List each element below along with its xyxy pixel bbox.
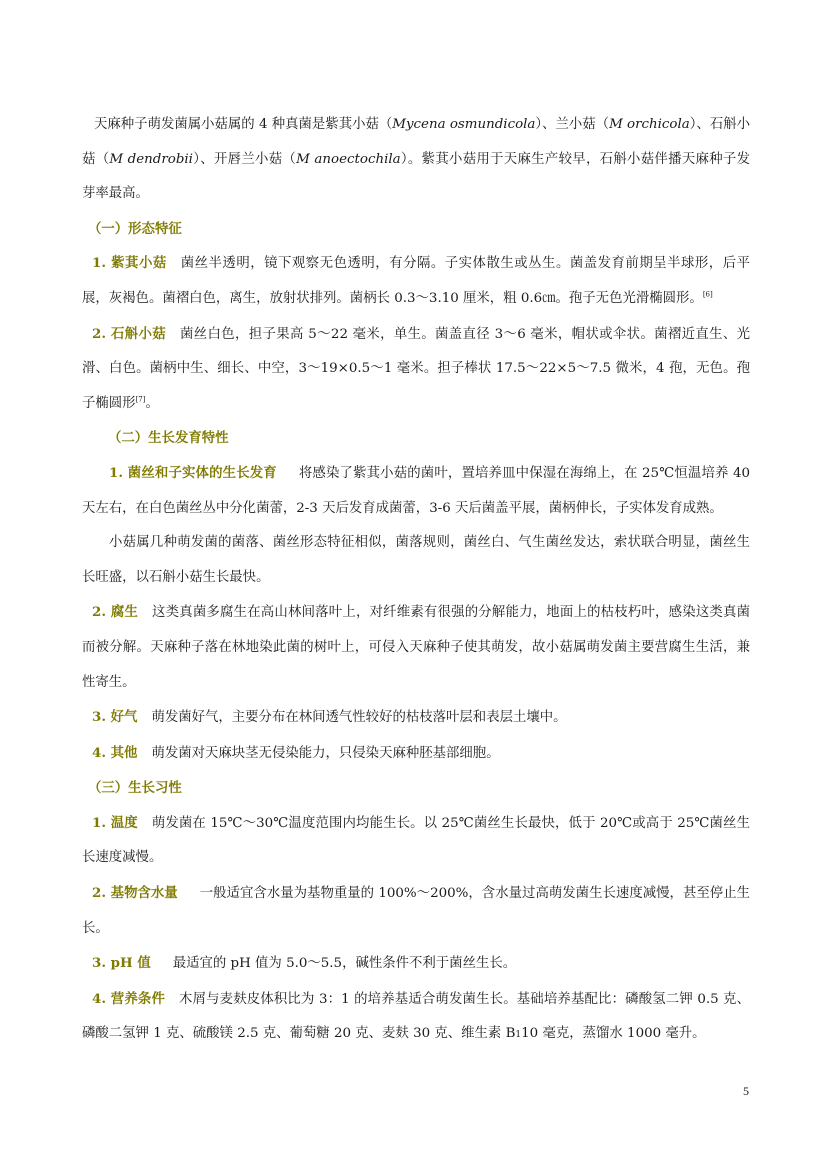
item-text: 萌发菌对天麻块茎无侵染能力，只侵染天麻种胚基部细胞。 <box>151 745 500 761</box>
species-name: M dendrobii <box>109 151 193 167</box>
species-name: Mycena osmundicola <box>392 117 536 132</box>
item-shihugu <box>82 317 750 422</box>
species-name: M orchicola <box>609 117 690 132</box>
subscript: 1 <box>515 1030 522 1041</box>
page-body <box>82 108 750 1053</box>
colony-paragraph: 小菇属几种萌发菌的菌落、菌丝形态特征相似，菌落规则，菌丝白、气生菌丝发达，索状联合明显，菌丝生长旺盛，以石斛小菇生长最快。 <box>82 535 750 585</box>
item-temperature <box>82 806 750 876</box>
item-text: 将感染了紫萁小菇的菌叶，置培养皿中保湿在海绵上，在 25℃恒温培养 40 天左右，在白色菌丝丛中分化菌蕾，2-3 天后发育成菌蕾，3-6 天后菌盖平展，菌柄伸长，子实体发育成熟。 <box>82 465 751 516</box>
item-text-end: 。 <box>145 395 159 411</box>
species-name: M anoectochila <box>296 151 401 167</box>
item-moisture <box>82 876 750 946</box>
item-label: 3. 好气 <box>92 709 138 726</box>
item-label: 3. pH 值 <box>92 955 151 972</box>
section-heading-habits: （三）生长习性 <box>88 780 182 797</box>
item-saprophytic <box>82 595 750 700</box>
item-label: 1. 温度 <box>92 814 138 831</box>
page-number: 5 <box>743 1084 749 1098</box>
item-ph <box>82 946 750 982</box>
item-label: 1. 紫萁小菇 <box>92 255 167 272</box>
item-text: 菌丝半透明，镜下观察无色透明，有分隔。子实体散生或丛生。菌盖发育前期呈半球形，后平展，灰褐色。菌褶白色，离生，放射状排列。菌柄长 0.3～3.10 厘米，粗 0.6㎝。孢子无色光滑椭圆形。 <box>82 256 750 306</box>
item-nutrition <box>82 982 750 1053</box>
item-aerobic <box>82 700 750 736</box>
item-label: 2. 石斛小菇 <box>92 325 166 342</box>
item-text: 木屑与麦麸皮体积比为 3：1 的培养基适合萌发菌生长。基础培养基配比：磷酸氢二钾 0.5 克、磷酸二氢钾 1 克、硫酸镁 2.5 克、葡萄糖 20 克、麦麸 30 克、维生素 B <box>82 991 750 1042</box>
item-label: 4. 其他 <box>92 744 138 761</box>
item-text: 萌发菌好气，主要分布在林间透气性较好的枯枝落叶层和表层土壤中。 <box>151 710 567 726</box>
intro-text: ）、石斛小菇（ <box>82 117 750 167</box>
item-text: 最适宜的 pH 值为 5.0～5.5，碱性条件不利于菌丝生长。 <box>172 956 517 972</box>
intro-paragraph <box>82 108 750 212</box>
item-text: 萌发菌在 15℃～30℃温度范围内均能生长。以 25℃菌丝生长最快，低于 20℃或高于 25℃菌丝生长速度减慢。 <box>82 815 750 866</box>
item-text: 这类真菌多腐生在高山林间落叶上，对纤维素有很强的分解能力，地面上的枯枝朽叶，感染这类真菌而被分解。天麻种子落在林地染此菌的树叶上，可侵入天麻种子使其萌发，故小菇属萌发菌主要营腐生生活，兼性寄生。 <box>82 605 750 690</box>
item-text: 菌丝白色，担子果高 5～22 毫米，单生。菌盖直径 3～6 毫米，帽状或伞状。菌褶近直生、光滑、白色。菌柄中生、细长、中空，3～19×0.5～1 毫米。担子棒状 17.5～22×5～7.5 微米，4 孢，无色。孢子椭圆形 <box>82 326 750 411</box>
intro-text: ）、兰小菇（ <box>535 117 610 132</box>
intro-text: ）。紫萁小菇用于天麻生产较早，石斛小菇伴播天麻种子发芽率最高。 <box>82 151 750 202</box>
intro-text: 天麻种子萌发菌属小菇属的 4 种真菌是紫萁小菇（ <box>94 117 393 132</box>
section-heading-growth: （二）生长发育特性 <box>108 430 229 447</box>
item-zijisgu <box>82 246 750 316</box>
reference-mark: [6] <box>702 290 713 299</box>
item-other <box>82 736 750 772</box>
item-label: 2. 基物含水量 <box>92 885 178 902</box>
item-text: 10 毫克，蒸馏水 1000 毫升。 <box>521 1026 706 1042</box>
item-label: 2. 腐生 <box>92 604 139 621</box>
section-heading-morphology: （一）形态特征 <box>88 220 182 237</box>
item-label: 4. 营养条件 <box>92 990 166 1007</box>
reference-mark: [7] <box>135 395 146 404</box>
intro-text: ）、开唇兰小菇（ <box>192 151 297 167</box>
item-label: 1. 菌丝和子实体的生长发育 <box>109 464 277 481</box>
item-text: 一般适宜含水量为基物重量的 100%～200%，含水量过高萌发菌生长速度减慢，甚至停止生长。 <box>82 886 751 936</box>
item-hyphae-growth <box>82 456 750 526</box>
